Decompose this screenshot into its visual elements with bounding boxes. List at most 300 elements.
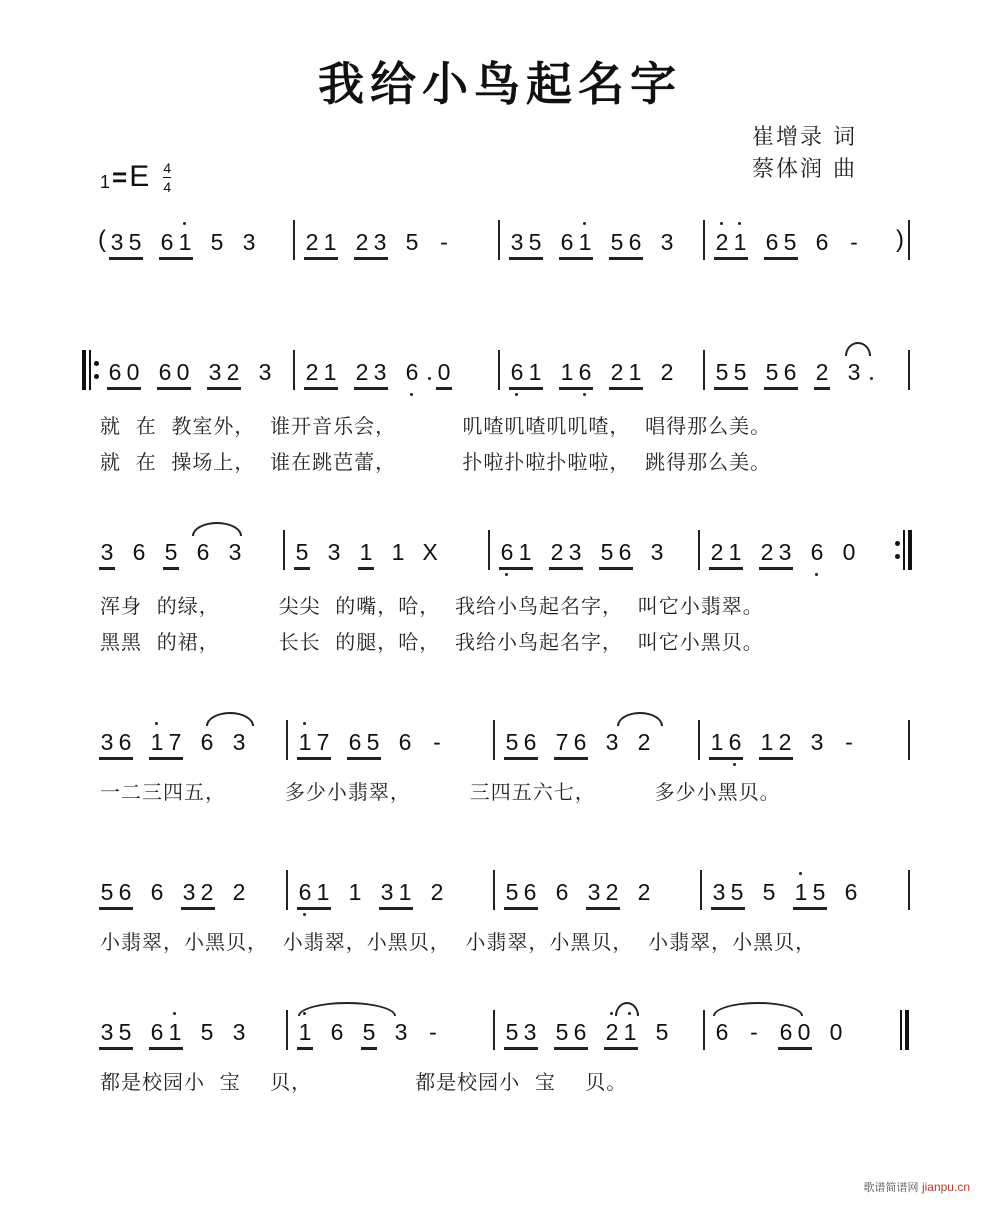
note: 2 [305, 229, 319, 255]
note: 6 [508, 358, 526, 392]
note: 6 [523, 729, 537, 755]
quarter-note [226, 538, 244, 572]
note: 6 [118, 729, 132, 755]
note: 6 [150, 879, 164, 905]
octave-up-dot [155, 722, 158, 725]
bar-line [488, 530, 490, 570]
note: 3 [650, 539, 664, 565]
bar-line [498, 350, 500, 390]
bar-line [293, 350, 295, 390]
eighth-note-group [598, 538, 634, 572]
note: 3 [100, 1019, 114, 1045]
note: 5 [555, 1019, 569, 1045]
measure [286, 1010, 493, 1052]
note: 6 [150, 1019, 164, 1045]
slur-tie [192, 522, 242, 536]
note: 6 [158, 359, 172, 385]
lyric-line: 就 在 教室外， 谁开音乐会， 叽喳叽喳叽叽喳， 唱得那么美。 [100, 414, 772, 438]
measure [88, 350, 293, 392]
note: 6 [296, 878, 314, 912]
lyric-line: 都是校园小 宝 贝， 都是校园小 宝 贝。 [100, 1070, 628, 1094]
quarter-note [392, 1018, 410, 1052]
note: 5 [610, 229, 624, 255]
bar-line [908, 870, 910, 910]
lyric-line: 小翡翠，小黑贝， 小翡翠，小黑贝， 小翡翠，小黑贝， 小翡翠，小黑贝， [100, 930, 817, 954]
song-title: 我给小鸟起名字 [318, 57, 682, 111]
eighth-note-group [435, 358, 453, 392]
dash-hold: - [845, 729, 853, 755]
measure [488, 530, 698, 572]
slur-tie [845, 342, 871, 356]
bar-line [703, 220, 705, 260]
quarter-note [198, 1018, 216, 1052]
note: 3 [587, 879, 601, 905]
measure [286, 870, 493, 912]
note: 1 [148, 728, 166, 762]
measure [88, 1010, 286, 1052]
octave-up-dot [583, 222, 586, 225]
bar-line [908, 350, 910, 390]
note: 1 [576, 228, 594, 262]
quarter-note [808, 538, 826, 572]
eighth-note-group [813, 358, 831, 392]
note: 1 [621, 1018, 639, 1052]
note: 3 [605, 729, 619, 755]
bar-line [493, 1010, 495, 1050]
note: 0 [829, 1019, 843, 1045]
bar-line [698, 530, 700, 570]
eighth-note-group [553, 1018, 589, 1052]
note: X [422, 539, 438, 565]
score-row [88, 530, 910, 654]
quarter-note [240, 228, 258, 262]
quarter-note [845, 228, 863, 262]
note: 6 [200, 729, 214, 755]
eighth-note-group [106, 358, 142, 392]
eighth-note-group [608, 228, 644, 262]
measure [293, 350, 498, 392]
quarter-note [553, 878, 571, 912]
note: 5 [505, 729, 519, 755]
note: 6 [398, 729, 412, 755]
eighth-note-group [508, 228, 544, 262]
eighth-note-group [763, 228, 799, 262]
note: 6 [160, 229, 174, 255]
bar-line [908, 220, 910, 260]
note: 5 [295, 539, 309, 565]
bar-line [498, 220, 500, 260]
note: 2 [550, 539, 564, 565]
quarter-note [130, 538, 148, 572]
dash-hold: - [850, 229, 858, 255]
measure [286, 720, 493, 762]
quarter-note [396, 728, 414, 762]
note: 2 [200, 879, 214, 905]
note: 1 [528, 359, 542, 385]
note: 3 [373, 229, 387, 255]
note: 6 [118, 879, 132, 905]
quarter-note [403, 228, 421, 262]
measure [293, 220, 498, 262]
note: 5 [505, 879, 519, 905]
note: 3 [778, 539, 792, 565]
measure [88, 870, 286, 912]
bar-line [700, 870, 702, 910]
eighth-note-group [353, 358, 389, 392]
quarter-note [208, 228, 226, 262]
quarter-note [808, 728, 826, 762]
quarter-note [845, 358, 863, 392]
note: 3 [100, 539, 114, 565]
quarter-note [230, 1018, 248, 1052]
eighth-note-group [296, 878, 332, 912]
measure [493, 720, 698, 762]
octave-down-dot [815, 573, 818, 576]
eighth-note-group [98, 878, 134, 912]
note: 3 [110, 229, 124, 255]
note: 5 [210, 229, 224, 255]
note: 6 [779, 1019, 793, 1045]
bar-line [293, 220, 295, 260]
note: 1 [296, 728, 314, 762]
score-row [88, 720, 910, 804]
note: 2 [226, 359, 240, 385]
note: 6 [573, 1019, 587, 1045]
note: 3 [568, 539, 582, 565]
note: 1 [560, 359, 574, 385]
bar-line [493, 720, 495, 760]
note: 6 [108, 359, 122, 385]
octave-down-dot [733, 763, 736, 766]
eighth-note-group [98, 1018, 134, 1052]
quarter-note [658, 358, 676, 392]
note: 1 [323, 229, 337, 255]
note: 5 [405, 229, 419, 255]
note: 5 [164, 539, 178, 565]
note: 3 [232, 1019, 246, 1045]
note: 3 [100, 729, 114, 755]
quarter-note [760, 878, 778, 912]
eighth-note-group [713, 228, 749, 262]
slur-tie [206, 712, 254, 726]
eighth-note-group [503, 878, 539, 912]
staff-line [88, 720, 910, 762]
note: 0 [797, 1019, 811, 1045]
dash-hold: - [433, 729, 441, 755]
octave-up-dot [799, 872, 802, 875]
note: 1 [316, 879, 330, 905]
eighth-note-group [503, 1018, 539, 1052]
eighth-note-group [603, 1018, 639, 1052]
eighth-note-group [296, 728, 332, 762]
octave-down-dot [303, 913, 306, 916]
measure [698, 530, 910, 572]
note: 1 [728, 539, 742, 565]
quarter-note [328, 1018, 346, 1052]
eighth-note-group [548, 538, 584, 572]
quarter-note [389, 538, 407, 572]
quarter-note [256, 358, 274, 392]
note: 3 [327, 539, 341, 565]
note: 5 [528, 229, 542, 255]
note: 5 [655, 1019, 669, 1045]
note: 6 [576, 358, 594, 392]
eighth-note-group [758, 538, 794, 572]
quarter-note [428, 878, 446, 912]
quarter-note [230, 728, 248, 762]
note: 3 [712, 879, 726, 905]
quarter-note [842, 878, 860, 912]
key-signature [100, 160, 171, 194]
note: 6 [498, 538, 516, 572]
bar-line [698, 720, 700, 760]
measure [493, 870, 700, 912]
staff-line [88, 530, 910, 572]
octave-down-dot [505, 573, 508, 576]
note: 1 [348, 879, 362, 905]
note: 6 [628, 229, 642, 255]
quarter-note [745, 1018, 763, 1052]
quarter-note [653, 1018, 671, 1052]
note: 5 [762, 879, 776, 905]
eighth-note-group [508, 358, 544, 392]
note: 5 [505, 1019, 519, 1045]
lyric-line: 黑黑 的裙， 长长 的腿，哈， 我给小鸟起名字， 叫它小黑贝。 [100, 630, 764, 654]
open-paren: ( [98, 226, 106, 253]
quarter-note [198, 728, 216, 762]
bar-line [286, 1010, 288, 1050]
score-row [88, 1010, 910, 1094]
lyric-line: 浑身 的绿， 尖尖 的嘴，哈， 我给小鸟起名字， 叫它小翡翠。 [100, 594, 764, 618]
credits [752, 122, 857, 186]
note: 2 [637, 729, 651, 755]
note: 6 [726, 728, 744, 762]
eighth-note-group [346, 728, 382, 762]
note: 1 [176, 228, 194, 262]
note: 3 [258, 359, 272, 385]
eighth-note-group [792, 878, 828, 912]
repeat-end-sign [892, 530, 912, 570]
note: 3 [660, 229, 674, 255]
eighth-note-group [98, 538, 116, 572]
note: 3 [373, 359, 387, 385]
time-top: 4 [163, 159, 172, 176]
eighth-note-group [608, 358, 644, 392]
octave-down-dot [583, 393, 586, 396]
quarter-note [827, 1018, 845, 1052]
quarter-note [635, 878, 653, 912]
final-bar-line [900, 1010, 909, 1050]
note: 5 [118, 1019, 132, 1045]
note: 2 [660, 359, 674, 385]
slur-tie [615, 1002, 639, 1016]
note: 5 [812, 879, 826, 905]
eighth-note-group [360, 1018, 378, 1052]
note: 5 [765, 359, 779, 385]
octave-down-dot [410, 393, 413, 396]
note: 6 [618, 539, 632, 565]
note: 3 [845, 358, 863, 392]
octave-up-dot [738, 222, 741, 225]
measure [703, 350, 910, 392]
time-bottom: 4 [163, 178, 172, 195]
eighth-note-group [708, 728, 744, 762]
note: 2 [637, 879, 651, 905]
note: 3 [242, 229, 256, 255]
eighth-note-group [708, 538, 744, 572]
note: 6 [196, 539, 210, 565]
note: 6 [844, 879, 858, 905]
dash-hold: - [440, 229, 448, 255]
note: 2 [605, 879, 619, 905]
note: 5 [733, 359, 747, 385]
quarter-note [840, 538, 858, 572]
bar-line [286, 720, 288, 760]
note: 6 [555, 879, 569, 905]
note: 1 [518, 539, 532, 565]
eighth-note-group [148, 728, 184, 762]
eighth-note-group [293, 538, 311, 572]
eighth-note-group [763, 358, 799, 392]
quarter-note [635, 728, 653, 762]
eighth-note-group [303, 358, 339, 392]
note: 6 [715, 1019, 729, 1045]
note: 5 [783, 229, 797, 255]
note: 5 [100, 879, 114, 905]
score-row [88, 220, 910, 262]
note: 2 [355, 359, 369, 385]
composer-credit: 蔡体润 曲 [752, 157, 857, 182]
eighth-note-group [710, 878, 746, 912]
note: 2 [713, 228, 731, 262]
eighth-note-group [553, 728, 589, 762]
eighth-note-group [180, 878, 216, 912]
eighth-note-group [585, 878, 621, 912]
quarter-note [648, 538, 666, 572]
measure [493, 1010, 703, 1052]
eighth-note-group [206, 358, 242, 392]
measure [703, 220, 910, 262]
bar-line [703, 1010, 705, 1050]
quarter-note [421, 538, 439, 572]
slur-tie [298, 1002, 396, 1016]
note: 2 [305, 359, 319, 385]
slur-tie [713, 1002, 803, 1016]
note: 7 [555, 729, 569, 755]
note: 2 [710, 539, 724, 565]
note: 2 [232, 879, 246, 905]
note: 1 [391, 539, 405, 565]
quarter-note [713, 1018, 731, 1052]
eighth-note-group [498, 538, 534, 572]
note: 6 [403, 358, 421, 392]
eighth-note-group [148, 1018, 184, 1052]
quarter-note [325, 538, 343, 572]
note: 6 [523, 879, 537, 905]
bar-line [908, 720, 910, 760]
note: 0 [176, 359, 190, 385]
quarter-note [424, 1018, 442, 1052]
quarter-note [435, 228, 453, 262]
augmentation-dot [870, 377, 873, 380]
note: 5 [600, 539, 614, 565]
note: 2 [815, 359, 829, 385]
lyric-line: 就 在 操场上， 谁在跳芭蕾， 扑啦扑啦扑啦啦， 跳得那么美。 [100, 450, 772, 474]
note: 1 [398, 879, 412, 905]
note: 6 [132, 539, 146, 565]
note: 5 [200, 1019, 214, 1045]
note: 6 [783, 359, 797, 385]
eighth-note-group [558, 358, 594, 392]
watermark [863, 1179, 970, 1195]
quarter-note [428, 728, 446, 762]
note: 7 [168, 729, 182, 755]
lyricist-credit: 崔增录 词 [752, 125, 857, 150]
bar-line [286, 870, 288, 910]
eighth-note-group [353, 228, 389, 262]
note: 1 [760, 729, 774, 755]
note: 5 [366, 729, 380, 755]
eighth-note-group [156, 358, 192, 392]
eighth-note-group [503, 728, 539, 762]
staff-line [88, 870, 910, 912]
note: 6 [330, 1019, 344, 1045]
note: 0 [842, 539, 856, 565]
measure [283, 530, 488, 572]
note: 0 [126, 359, 140, 385]
measure [498, 220, 703, 262]
eighth-note-group [758, 728, 794, 762]
eighth-note-group [558, 228, 594, 262]
measure [88, 720, 286, 762]
note: 5 [730, 879, 744, 905]
measure [700, 870, 910, 912]
note: 3 [810, 729, 824, 755]
eighth-note-group [296, 1018, 314, 1052]
note: 1 [792, 878, 810, 912]
bar-line [493, 870, 495, 910]
note: 3 [208, 359, 222, 385]
score-row [88, 870, 910, 954]
note: 5 [128, 229, 142, 255]
quarter-note [230, 878, 248, 912]
eighth-note-group [98, 728, 134, 762]
note: 2 [778, 729, 792, 755]
slur-tie [617, 712, 663, 726]
note: 2 [430, 879, 444, 905]
note: 1 [166, 1018, 184, 1052]
note: 3 [523, 1019, 537, 1045]
dash-hold: - [750, 1019, 758, 1045]
note: 1 [710, 729, 724, 755]
eighth-note-group [158, 228, 194, 262]
note: 3 [232, 729, 246, 755]
quarter-note [403, 358, 421, 392]
note: 1 [296, 1018, 314, 1052]
eighth-note-group [162, 538, 180, 572]
note: 0 [437, 359, 451, 385]
eighth-note-group [357, 538, 375, 572]
octave-up-dot [183, 222, 186, 225]
note: 1 [731, 228, 749, 262]
note: 3 [182, 879, 196, 905]
score-row [88, 350, 910, 474]
note: 6 [808, 538, 826, 572]
note: 1 [323, 359, 337, 385]
key-equals: = [112, 161, 128, 192]
measure [498, 350, 703, 392]
note: 6 [560, 229, 574, 255]
